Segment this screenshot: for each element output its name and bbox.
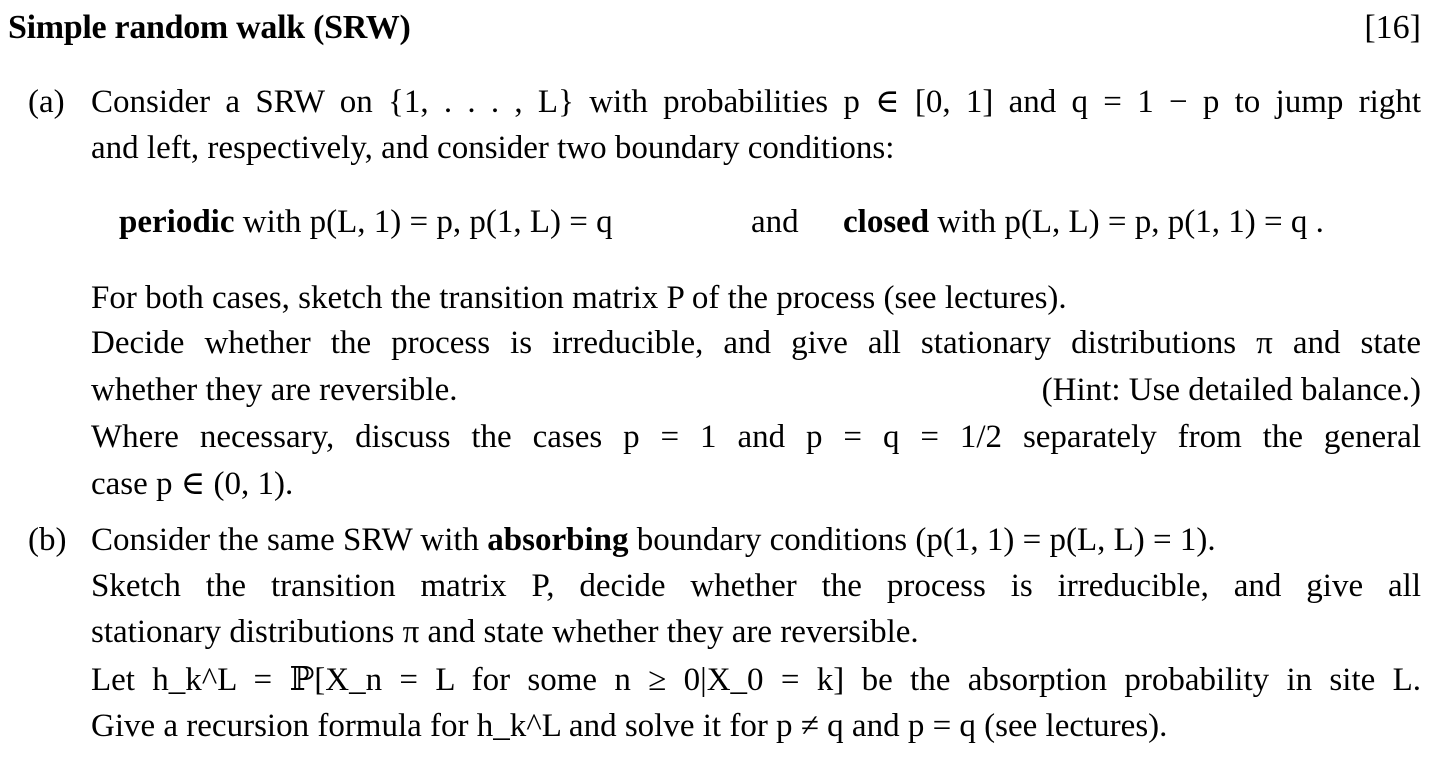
- question-header: [8, 8, 1421, 48]
- question-marks: [16]: [1364, 9, 1421, 46]
- part-a-label: (a): [28, 84, 65, 120]
- periodic-condition: with p(L, 1) = p, p(1, L) = q: [242, 204, 613, 240]
- part-b-line-1: [91, 520, 1216, 560]
- part-b-line-5: Give a recursion formula for h_k^L and solve it for p ≠ q and p = q (see lectures).: [91, 708, 1168, 744]
- periodic-keyword: periodic: [119, 204, 235, 240]
- part-b-line-4: Let h_k^L = ℙ[X_n = L for some n ≥ 0|X_0 = k] be the absorption probability in site L.: [91, 662, 1421, 698]
- question-title: Simple random walk (SRW): [8, 9, 411, 46]
- part-a-task-line-2: Decide whether the process is irreducible, and give all stationary distributions π and state: [91, 325, 1421, 361]
- part-b-line-3: stationary distributions π and state whether they are reversible.: [91, 614, 919, 650]
- closed-condition: with p(L, L) = p, p(1, 1) = q .: [937, 204, 1324, 240]
- part-b-label: (b): [28, 522, 67, 558]
- part-a-task-line-3: whether they are reversible.: [91, 372, 458, 408]
- hint-text: (Hint: Use detailed balance.): [1041, 372, 1421, 408]
- part-a-task-line-5: case p ∈ (0, 1).: [91, 466, 294, 502]
- boundary-conditions-line: [119, 202, 613, 242]
- part-b-line-2: Sketch the transition matrix P, decide whether the process is irreducible, and give all: [91, 568, 1421, 604]
- conjunction-and: and: [751, 204, 799, 240]
- part-a-task-line-1: For both cases, sketch the transition matrix P of the process (see lectures).: [91, 280, 1067, 316]
- absorbing-keyword: absorbing: [487, 522, 629, 558]
- part-a-intro-line-2: and left, respectively, and consider two boundary conditions:: [91, 130, 895, 166]
- closed-keyword: closed: [843, 204, 930, 240]
- part-b-line-1-post: boundary conditions (p(1, 1) = p(L, L) = 1).: [636, 522, 1216, 558]
- closed-condition-line: [843, 202, 1324, 242]
- part-b-line-1-pre: Consider the same SRW with: [91, 522, 480, 558]
- part-a-task-line-4: Where necessary, discuss the cases p = 1 and p = q = 1/2 separately from the general: [91, 419, 1421, 455]
- part-a-intro-line-1: Consider a SRW on {1, . . . , L} with probabilities p ∈ [0, 1] and q = 1 − p to jump right: [91, 84, 1421, 120]
